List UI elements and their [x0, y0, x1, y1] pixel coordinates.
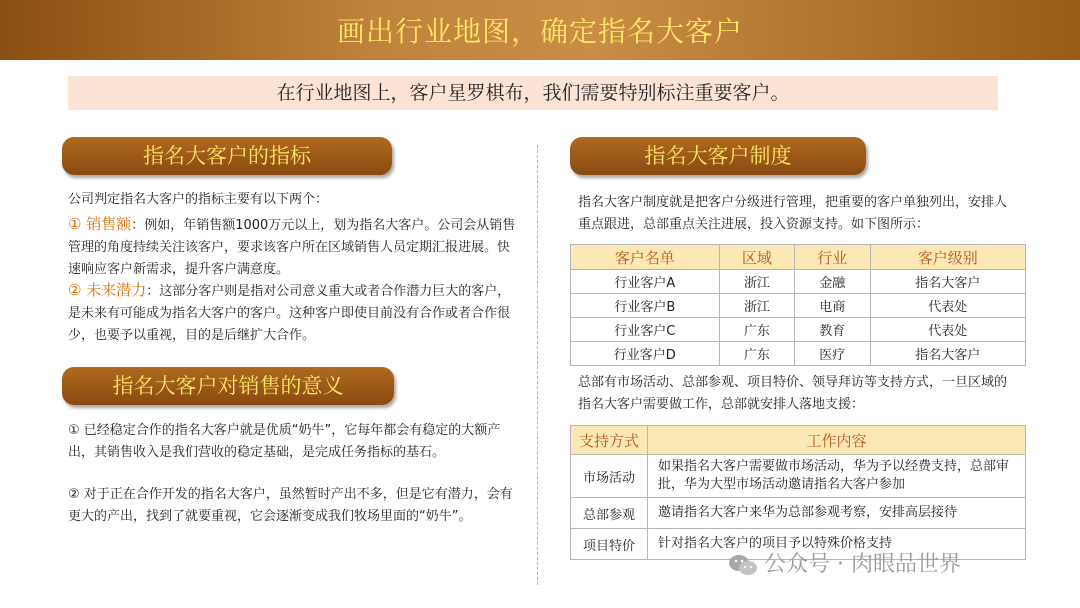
indicator-potential: [68, 279, 518, 347]
title-bar: [0, 0, 1080, 60]
table-row: [571, 455, 1026, 498]
indicators-intro: 公司判定指名大客户的指标主要有以下两个：: [68, 192, 329, 207]
table-row: [571, 342, 1026, 366]
table-cell: 代表处: [870, 318, 1026, 342]
customer-table: [570, 244, 1026, 366]
significance-point-2: ② 对于正在合作开发的指名大客户，虽然暂时产出不多，但是它有潜力，会有更大的产出，找到了就要重视，它会逐渐变成我们牧场里面的“奶牛”。: [68, 487, 513, 524]
column-header: 区域: [719, 245, 794, 270]
significance-point-1: ① 已经稳定合作的指名大客户就是优质“奶牛”，它每年都会有稳定的大额产出，其销售收入是我们营收的稳定基础，是完成任务指标的基石。: [68, 423, 501, 460]
column-header: 行业: [795, 245, 870, 270]
table-cell: 项目特价: [571, 529, 648, 560]
table-cell: 行业客户A: [571, 270, 720, 294]
table-cell: 行业客户B: [571, 294, 720, 318]
table-cell: 行业客户C: [571, 318, 720, 342]
column-header: 客户名单: [571, 245, 720, 270]
indicator-potential-label: ② 未来潜力: [68, 281, 147, 299]
table-cell: 医疗: [795, 342, 870, 366]
table-cell: 行业客户D: [571, 342, 720, 366]
section-heading-indicators: 指名大客户的指标: [62, 137, 392, 175]
watermark-text: 公众号 · 肉眼品世界: [764, 552, 961, 577]
table-cell: 如果指名大客户需要做市场活动，华为予以经费支持，总部审批，华为大型市场活动邀请指名大客户参加: [648, 455, 1026, 498]
table-row: [571, 270, 1026, 294]
section-heading-significance: 指名大客户对销售的意义: [62, 367, 394, 405]
watermark: [728, 547, 961, 578]
table-row: [571, 294, 1026, 318]
wechat-icon: [728, 553, 758, 577]
system-intro: 指名大客户制度就是把客户分级进行管理，把重要的客户单独列出，安排人重点跟进，总部重点关注进展，投入资源支持。如下图所示：: [578, 195, 1008, 232]
table-cell: 指名大客户: [870, 270, 1026, 294]
customer-table-header: [571, 245, 1026, 270]
table-cell: 浙江: [719, 270, 794, 294]
indicator-sales-text: ：例如，年销售额1000万元以上，划为指名大客户。公司会从销售管理的角度持续关注该客户，要求该客户所在区域销售人员定期汇报进展。快速响应客户新需求，提升客户满意度。: [68, 218, 516, 277]
subtitle-text: 在行业地图上，客户星罗棋布，我们需要特别标注重要客户。: [276, 82, 790, 104]
table-cell: 代表处: [870, 294, 1026, 318]
table-row: [571, 498, 1026, 529]
column-divider: [537, 145, 538, 585]
table-cell: 广东: [719, 342, 794, 366]
support-table: [570, 425, 1026, 560]
column-header: 客户级别: [870, 245, 1026, 270]
indicator-sales-label: ① 销售额: [68, 215, 132, 233]
table-cell: 总部参观: [571, 498, 648, 529]
table-cell: 针对指名大客户的项目予以特殊价格支持: [648, 529, 1026, 560]
table-cell: 指名大客户: [870, 342, 1026, 366]
table-cell: 市场活动: [571, 455, 648, 498]
table-cell: 金融: [795, 270, 870, 294]
table-row: [571, 318, 1026, 342]
table-cell: 教育: [795, 318, 870, 342]
table-cell: 邀请指名大客户来华为总部参观考察，安排高层接待: [648, 498, 1026, 529]
support-table-header: [571, 426, 1026, 455]
indicator-sales: [68, 213, 518, 281]
column-header: 工作内容: [648, 426, 1026, 455]
table-cell: 电商: [795, 294, 870, 318]
page-title: 画出行业地图，确定指名大客户: [336, 15, 743, 48]
table-cell: 浙江: [719, 294, 794, 318]
section-heading-system: 指名大客户制度: [570, 137, 866, 175]
indicator-potential-text: ：这部分客户则是指对公司意义重大或者合作潜力巨大的客户，是未来有可能成为指名大客户的客户。这种客户即使目前没有合作或者合作很少，也要予以重视，目的是后继扩大合作。: [68, 284, 511, 343]
column-header: 支持方式: [571, 426, 648, 455]
table-cell: 广东: [719, 318, 794, 342]
support-intro: 总部有市场活动、总部参观、项目特价、领导拜访等支持方式，一旦区域的指名大客户需要做工作，总部就安排人落地支援：: [578, 375, 1008, 412]
subtitle-banner: [68, 76, 998, 110]
